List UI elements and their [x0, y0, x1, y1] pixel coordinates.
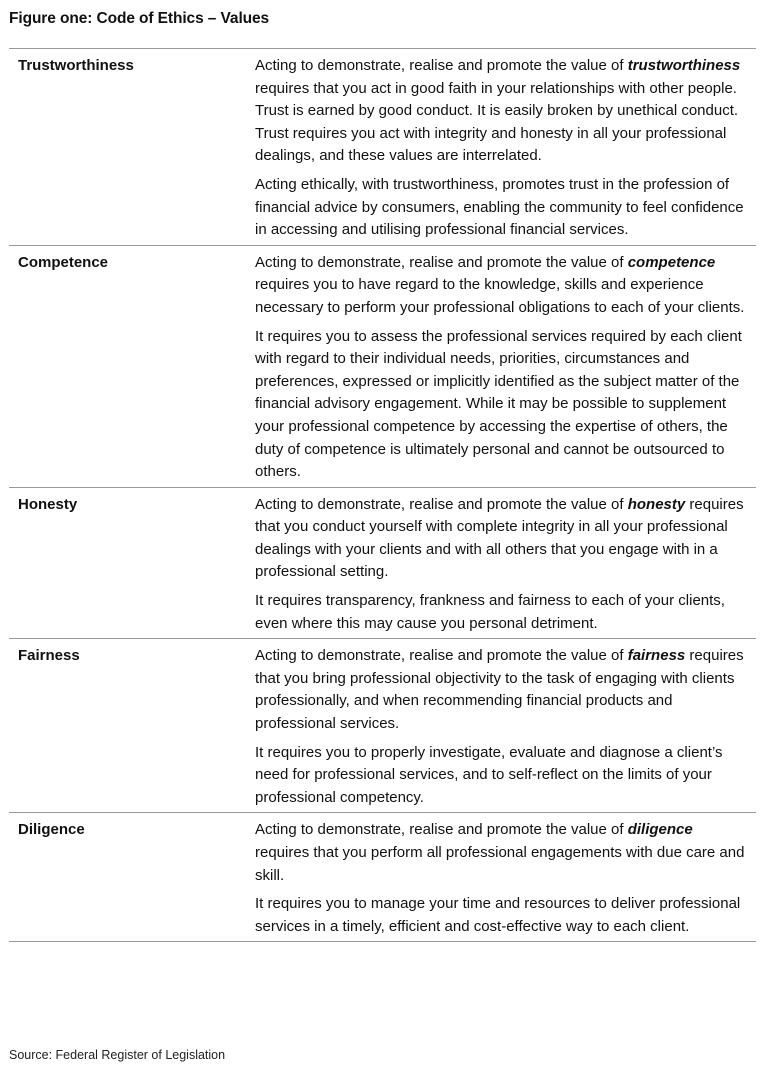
description-text: requires you to have regard to the knowledge, skills and experience necessary to perform your professional obligations to each of your clients.	[255, 276, 745, 316]
table-row-trustworthiness	[9, 49, 756, 245]
description-paragraph	[255, 252, 750, 320]
table-row-competence	[9, 245, 756, 487]
table-row-fairness	[9, 638, 756, 812]
value-description	[255, 645, 756, 809]
description-paragraph: It requires you to manage your time and resources to deliver professional services in a timely, efficient and cost-effective way to each client.	[255, 895, 741, 935]
description-paragraph: It requires you to properly investigate, evaluate and diagnose a client’s need for professional services, and to self-reflect on the limits of your professional competency.	[255, 743, 723, 806]
description-text: Acting to demonstrate, realise and promote the value of	[255, 821, 628, 839]
emphasized-term: fairness	[627, 647, 686, 665]
table-row-diligence	[9, 812, 756, 941]
description-text: requires that you conduct yourself with complete integrity in all your professional dealings with your clients and with all others that you engage with in a professional setting.	[255, 495, 744, 581]
figure-title: Figure one: Code of Ethics – Values	[9, 10, 270, 27]
description-text: requires that you bring professional objectivity to the task of engaging with clients professionally, and when recommending financial products and professional services.	[255, 647, 744, 733]
description-text: requires that you perform all professional engagements with due care and skill.	[255, 844, 745, 884]
value-term: Diligence	[18, 821, 85, 839]
description-paragraph	[255, 645, 750, 735]
value-description	[255, 252, 756, 484]
description-paragraph	[255, 819, 750, 887]
value-description	[255, 819, 756, 938]
description-paragraph: It requires you to assess the professional services required by each client with regard to their individual needs, priorities, circumstances and preferences, expressed or implicitly identified as the subject matter of the financial advisory engagement. While it may be possible to supplement your professional competence by accessing the expertise of others, the duty of competence is ultimately personal and cannot be outsourced to others.	[255, 327, 742, 481]
description-paragraph: It requires transparency, frankness and fairness to each of your clients, even where this may cause you personal detriment.	[255, 592, 725, 632]
values-table	[9, 48, 756, 942]
description-text: requires that you act in good faith in your relationships with other people. Trust is earned by good conduct. It is easily broken by unethical conduct. Trust requires you act with integrity and honesty in all your professional dealings, and these values are interrelated.	[255, 79, 739, 165]
description-paragraph	[255, 55, 750, 168]
description-text: Acting to demonstrate, realise and promote the value of	[255, 57, 628, 74]
value-description	[255, 494, 756, 636]
source-note: Source: Federal Register of Legislation	[9, 1048, 226, 1062]
emphasized-term: competence	[627, 253, 716, 271]
value-term: Fairness	[18, 647, 80, 665]
emphasized-term: honesty	[627, 495, 686, 513]
value-term: Trustworthiness	[18, 57, 134, 74]
value-term: Competence	[18, 253, 109, 271]
description-text: Acting to demonstrate, realise and promote the value of	[255, 647, 628, 665]
emphasized-term: trustworthiness	[627, 57, 741, 74]
table-row-honesty	[9, 487, 756, 639]
description-text: Acting to demonstrate, realise and promote the value of	[255, 495, 628, 513]
description-paragraph: Acting ethically, with trustworthiness, promotes trust in the profession of financial advice by consumers, enabling the community to feel confidence in accessing and utilising professional financial services.	[255, 175, 744, 239]
description-text: Acting to demonstrate, realise and promote the value of	[255, 253, 628, 271]
value-description	[255, 55, 756, 242]
value-term: Honesty	[18, 495, 78, 513]
emphasized-term: diligence	[627, 821, 693, 839]
description-paragraph	[255, 494, 750, 584]
